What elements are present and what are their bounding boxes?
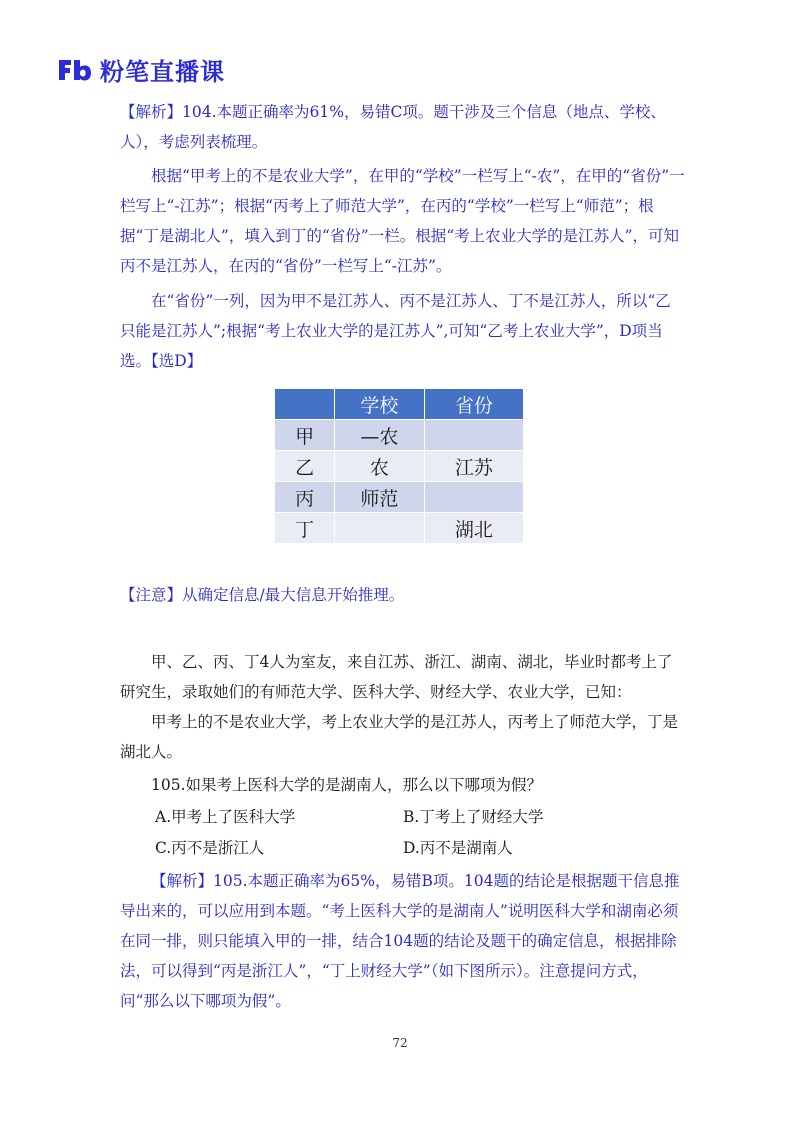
- table-row: [275, 513, 524, 544]
- table-cell: 湖北: [424, 513, 523, 544]
- question-105-text: 105.如果考上医科大学的是湖南人，那么以下哪项为假？: [151, 776, 543, 794]
- option-d[interactable]: D.丙不是湖南人: [403, 839, 513, 857]
- table-cell: 农: [335, 451, 425, 482]
- option-c[interactable]: C.丙不是浙江人: [155, 839, 265, 857]
- page-number: 72: [392, 1036, 408, 1050]
- table-cell: [424, 420, 523, 451]
- inference-table: [274, 388, 524, 544]
- table-cell: 甲: [275, 420, 335, 451]
- question-105-stem: 甲、乙、丙、丁4人为室友，来自江苏、浙江、湖南、湖北，毕业时都考上了研究生，录取她们的有师范大学、医科大学、财经大学、农业大学，已知：: [120, 653, 673, 701]
- analysis-105: 【解析】105.本题正确率为65%，易错B项。104题的结论是根据题干信息推导出来的，可以应用到本题。“考上医科大学的是湖南人”说明医科大学和湖南必须在同一排，则只能填入甲的一排，结合104题的结论及题干的确定信息，根据排除法，可以得到“丙是浙江人”，“丁上财经大学”（如下图所示）。注意提问方式，问“那么以下哪项为假”。: [120, 872, 680, 1010]
- table-header-cell: 省份: [424, 389, 523, 420]
- option-b[interactable]: B.丁考上了财经大学: [403, 808, 544, 826]
- table-cell: [424, 482, 523, 513]
- table-header-cell: 学校: [335, 389, 425, 420]
- question-105-conditions: 甲考上的不是农业大学，考上农业大学的是江苏人，丙考上了师范大学，丁是湖北人。: [120, 713, 679, 761]
- table-cell: 乙: [275, 451, 335, 482]
- table-row: [275, 420, 524, 451]
- options-row-2: [155, 833, 715, 863]
- table-cell: 丁: [275, 513, 335, 544]
- brand-logo: [56, 52, 225, 87]
- table-cell: —农: [335, 420, 425, 451]
- analysis-104-reasoning: 根据“甲考上的不是农业大学”，在甲的“学校”一栏写上“-农”，在甲的“省份”一栏写上“-江苏”；根据“丙考上了师范大学”，在丙的“学校”一栏写上“师范”；根据“丁是湖北人”，填入到丁的“省份”一栏。根据“考上农业大学的是江苏人”，可知丙不是江苏人，在丙的“省份”一栏写上“-江苏”。: [120, 167, 685, 275]
- table-cell: 丙: [275, 482, 335, 513]
- brand-name: 粉笔直播课: [100, 58, 225, 86]
- table-header-cell: [275, 389, 335, 420]
- table-cell: [335, 513, 425, 544]
- table-row: [275, 482, 524, 513]
- table-cell: 江苏: [424, 451, 523, 482]
- analysis-104-intro: [120, 97, 685, 157]
- table-header-row: [275, 389, 524, 420]
- fb-logo-icon: [56, 56, 92, 84]
- note-text: 【注意】从确定信息/最大信息开始推理。: [120, 586, 405, 604]
- table-cell: 师范: [335, 482, 425, 513]
- option-a[interactable]: A.甲考上了医科大学: [155, 808, 296, 826]
- analysis-104-conclusion: 在“省份”一列，因为甲不是江苏人、丙不是江苏人、丁不是江苏人，所以“乙只能是江苏人”;根据“考上农业大学的是江苏人”,可知“乙考上农业大学”，D项当选。【选D】: [120, 292, 671, 370]
- options-row-1: [155, 802, 715, 832]
- analysis-104-lead: 【解析】: [120, 103, 183, 121]
- table-row: [275, 451, 524, 482]
- analysis-104-line1: 104.本题正确率为61%，易错C项。题干涉及三个信息（地点、学校、人），考虑列表梳理。: [120, 103, 666, 151]
